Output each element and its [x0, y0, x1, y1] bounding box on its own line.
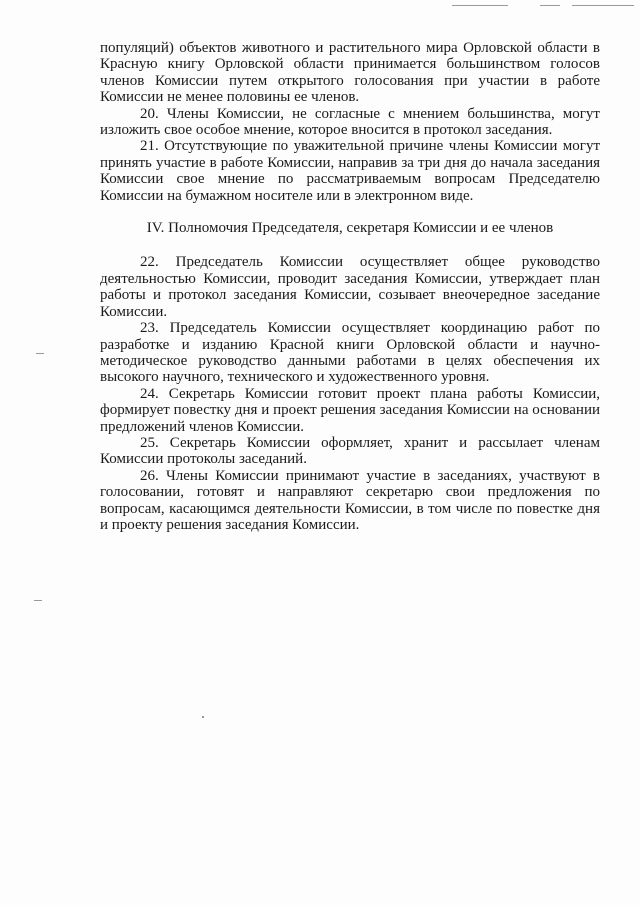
- paragraph-25: 25. Секретарь Комиссии оформляет, хранит и рассылает членам Комиссии протоколы заседаний.: [100, 434, 600, 468]
- paragraph-19-continued: популяций) объектов животного и растительного мира Орловской области в Красную книгу Орловской области принимается большинством голосов членов Комиссии путем открытого голосования при участии в работе Комиссии не менее половины ее членов.: [100, 40, 600, 106]
- scan-artifact: [34, 600, 42, 601]
- scan-artifact: [452, 5, 508, 6]
- scan-artifact: [36, 353, 44, 354]
- scan-artifact: [202, 716, 204, 718]
- paragraph-23: 23. Председатель Комиссии осуществляет координацию работ по разработке и изданию Красной книги Орловской области и научно-методическое руководство данными работами в целях обеспечения их высокого научного, технического и художественного уровня.: [100, 320, 600, 386]
- paragraph-20: 20. Члены Комиссии, не согласные с мнением большинства, могут изложить свое особое мнение, которое вносится в протокол заседания.: [100, 105, 600, 139]
- section-heading: IV. Полномочия Председателя, секретаря Комиссии и ее членов: [146, 220, 554, 237]
- scan-artifact: [572, 5, 634, 6]
- paragraph-22: 22. Председатель Комиссии осуществляет общее руководство деятельностью Комиссии, проводит заседания Комиссии, утверждает план работы и протокол заседания Комиссии, созывает внеочередное заседание Комиссии.: [100, 254, 600, 320]
- scan-artifact: [540, 5, 560, 6]
- paragraph-21: 21. Отсутствующие по уважительной причине члены Комиссии могут принять участие в работе Комиссии, направив за три дня до начала заседания Комиссии свое мнение по рассматриваемым вопросам Председателю Комиссии на бумажном носителе или в электронном виде.: [100, 138, 600, 204]
- document-body: [100, 40, 600, 533]
- paragraph-26: 26. Члены Комиссии принимают участие в заседаниях, участвуют в голосовании, готовят и направляют секретарю свои предложения по вопросам, касающимся деятельности Комиссии, в том числе по повестке дня и проекту решения заседания Комиссии.: [100, 467, 600, 533]
- paragraph-24: 24. Секретарь Комиссии готовит проект плана работы Комиссии, формирует повестку дня и проект решения заседания Комиссии на основании предложений членов Комиссии.: [100, 385, 600, 435]
